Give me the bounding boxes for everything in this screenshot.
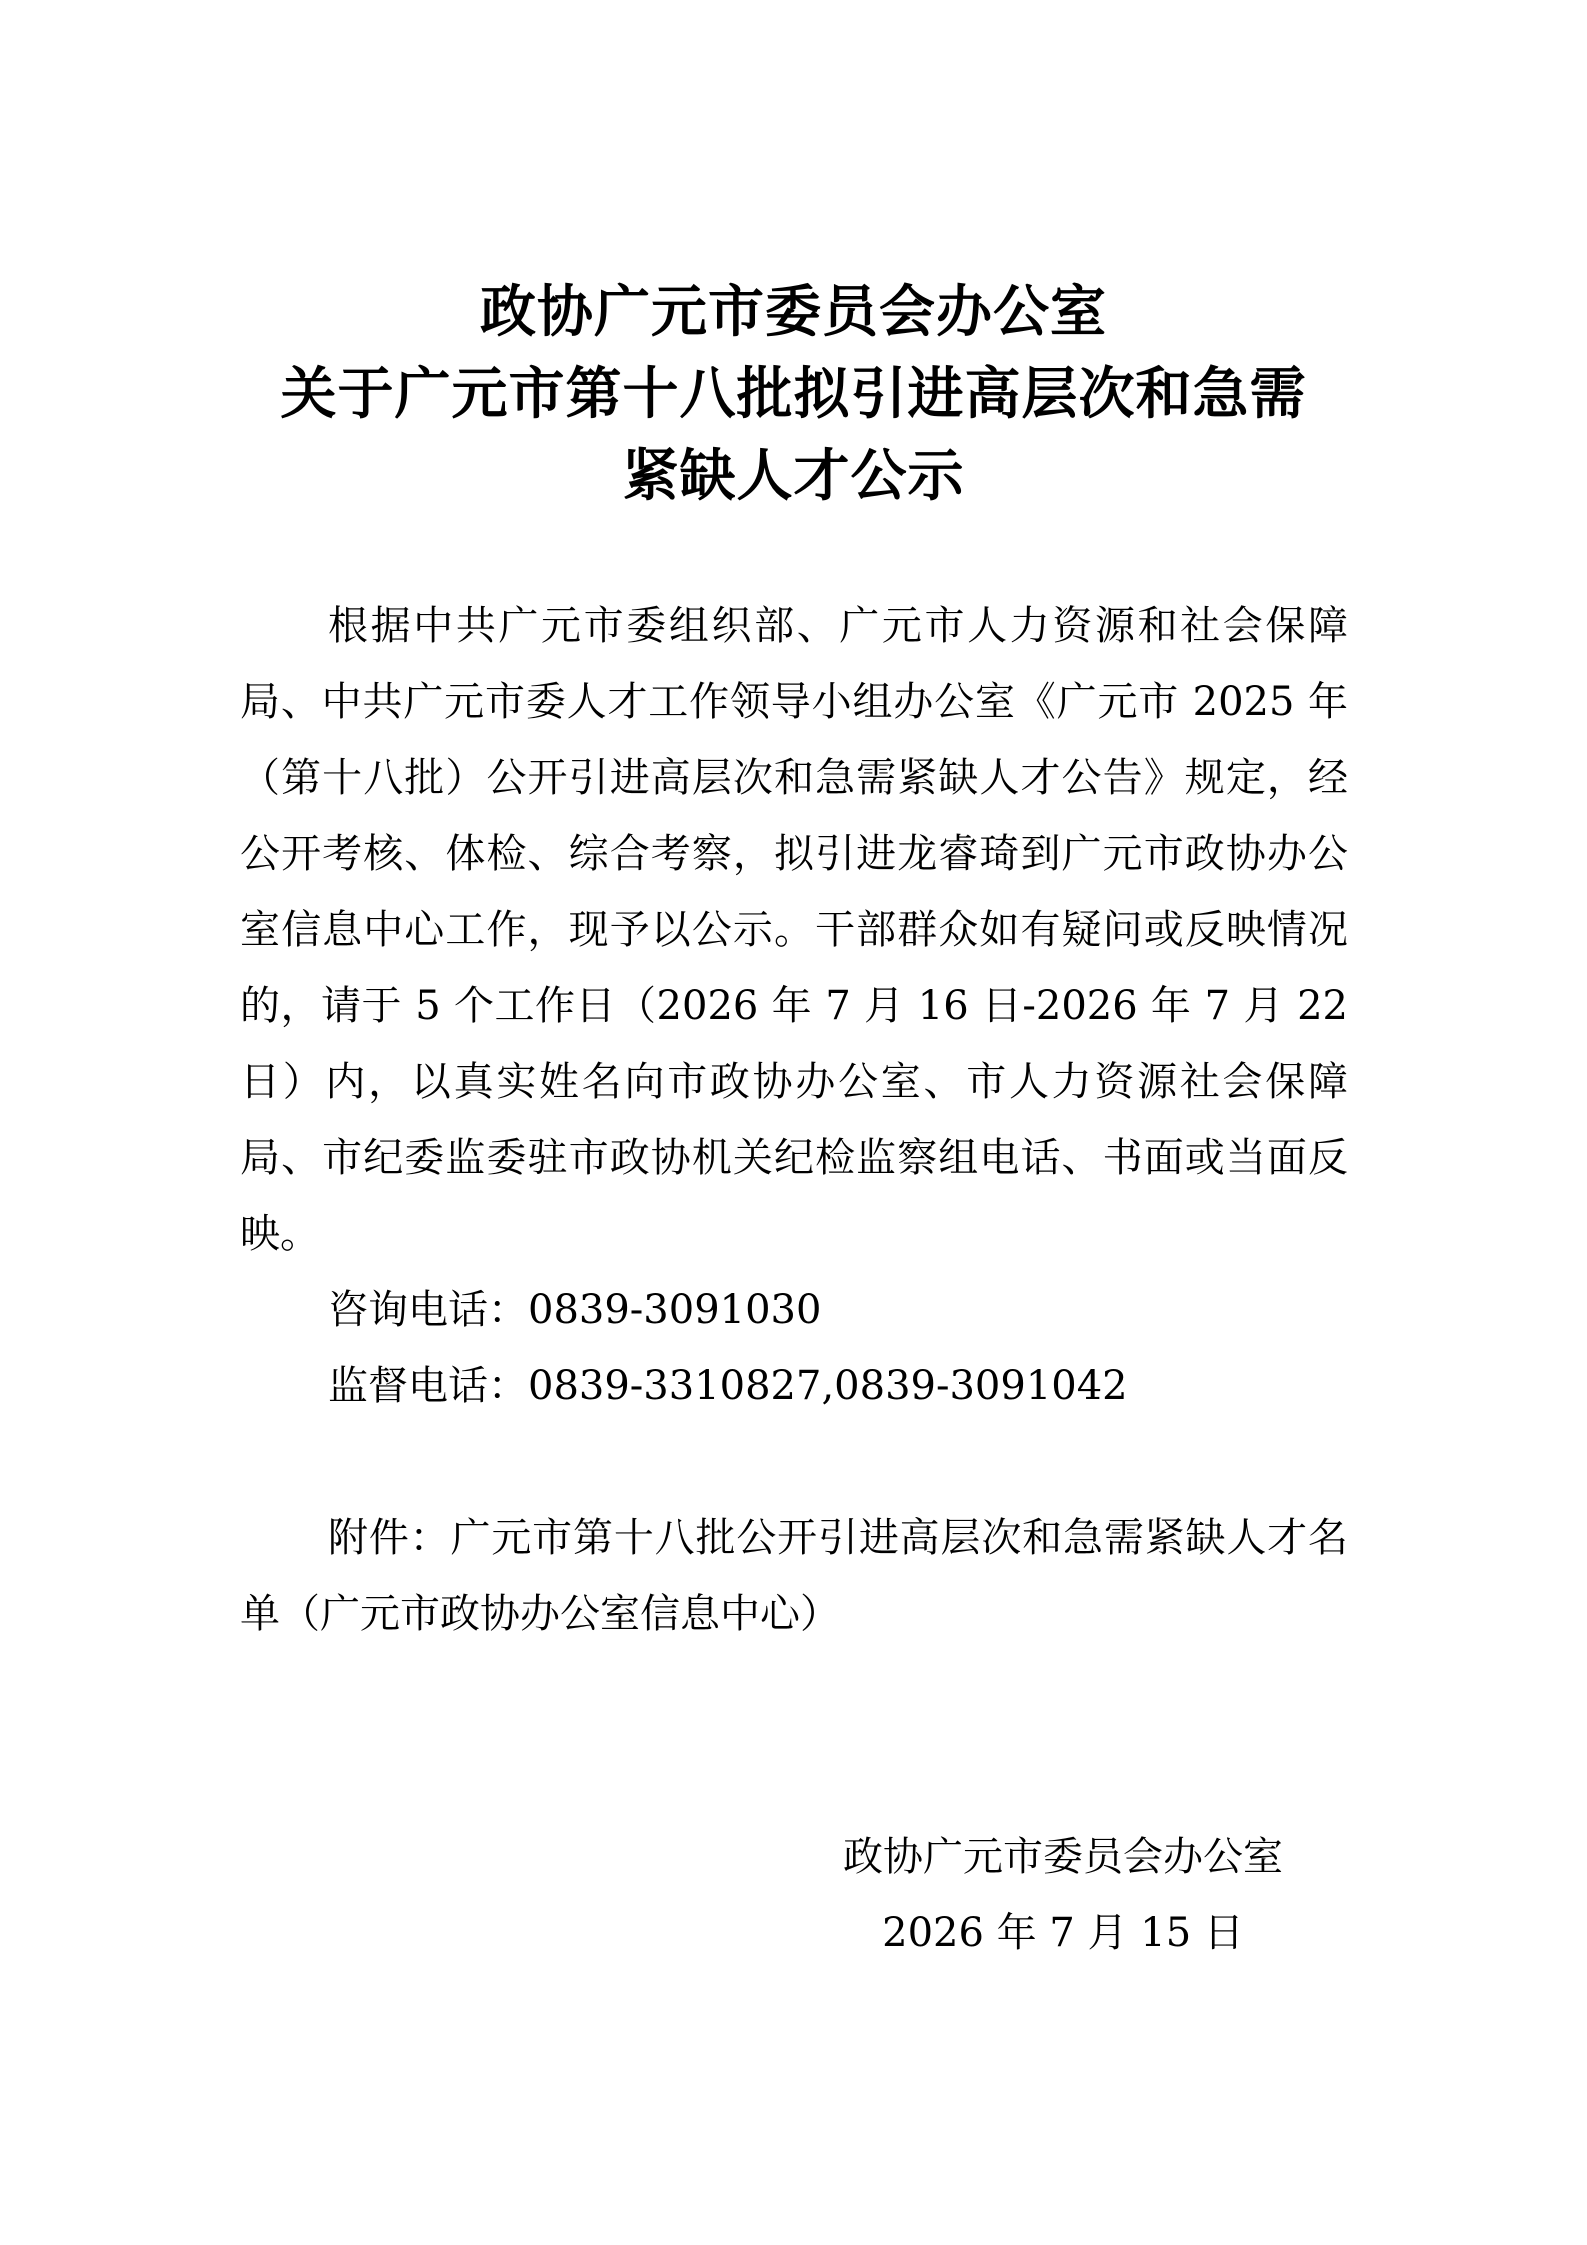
supervise-phone: 监督电话：0839-3310827,0839-3091042 (328, 1363, 1128, 1409)
attachment-note: 附件：广元市第十八批公开引进高层次和急需紧缺人才名单（广元市政协办公室信息中心） (240, 1515, 1348, 1637)
spacer (240, 1424, 1348, 1500)
body-paragraph: 根据中共广元市委组织部、广元市人力资源和社会保障局、中共广元市委人才工作领导小组办公室《广元市 2025 年（第十八批）公开引进高层次和急需紧缺人才公告》规定，经公开考核、体检、综合考察，拟引进龙睿琦到广元市政协办公室信息中心工作，现予以公示。干部群众如有疑问或反映情况的，请于 5 个工作日（2026 年 7 月 16 日-2026 年 7 月 22 日）内，以真实姓名向市政协办公室、市人力资源社会保障局、市纪委监委驻市政协机关纪检监察组电话、书面或当面反映。 (240, 603, 1348, 1257)
title-line-2: 关于广元市第十八批拟引进高层次和急需 (280, 362, 1307, 427)
document-body (240, 588, 1348, 1652)
document-title (200, 272, 1387, 518)
signature-block (843, 1819, 1283, 1971)
title-line-1: 政协广元市委员会办公室 (480, 280, 1107, 345)
signature-date: 2026 年 7 月 15 日 (882, 1910, 1244, 1956)
title-line-3: 紧缺人才公示 (622, 444, 965, 509)
signature-organization: 政协广元市委员会办公室 (843, 1834, 1283, 1880)
consult-phone: 咨询电话：0839-3091030 (328, 1287, 822, 1333)
